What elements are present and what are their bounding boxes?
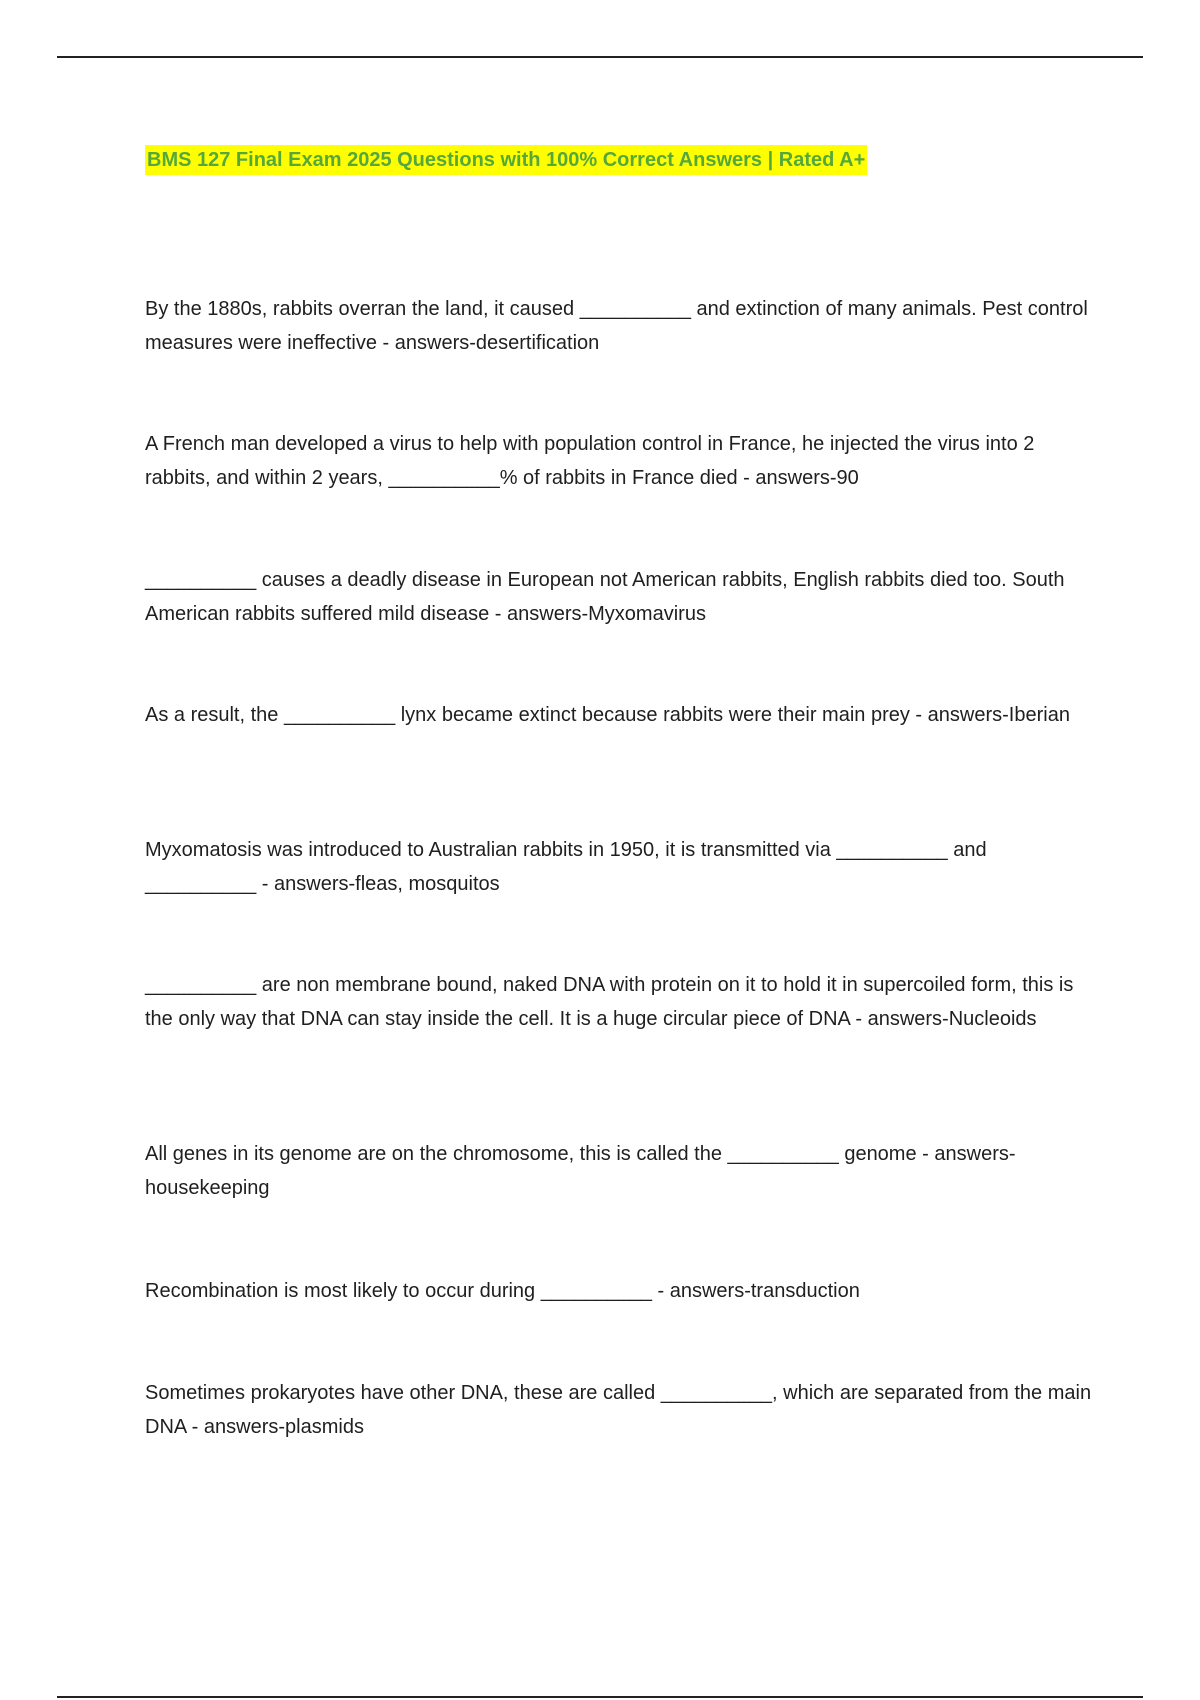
question-item [145, 698, 1095, 732]
question-item [145, 1376, 1095, 1444]
page-bottom-rule [57, 1696, 1143, 1698]
question-text: By the 1880s, rabbits overran the land, it caused __________ and extinction of many animals. Pest control measures were ineffective - [145, 298, 1088, 354]
answer-text: answers-plasmids [203, 1416, 364, 1438]
answer-text: answers-Myxomavirus [507, 603, 706, 625]
question-item [145, 292, 1095, 360]
answer-text: answers-Nucleoids [867, 1008, 1037, 1030]
question-item [145, 833, 1095, 901]
answer-text: answers-90 [755, 467, 859, 489]
question-text: Sometimes prokaryotes have other DNA, these are called __________, which are separated from the main DNA - [145, 1382, 1092, 1438]
answer-text: answers-housekeeping [145, 1143, 1016, 1199]
question-text: Recombination is most likely to occur during __________ - [145, 1280, 670, 1302]
question-item [145, 427, 1095, 495]
question-text: Myxomatosis was introduced to Australian rabbits in 1950, it is transmitted via __________ and __________ - [145, 839, 987, 895]
question-item [145, 1274, 1095, 1308]
question-text: A French man developed a virus to help with population control in France, he injected the virus into 2 rabbits, and within 2 years, __________% of rabbits in France died - [145, 433, 1035, 489]
answer-text: answers-transduction [669, 1280, 860, 1302]
question-text: As a result, the __________ lynx became extinct because rabbits were their main prey - [145, 704, 928, 726]
question-item [145, 968, 1095, 1036]
question-text: __________ causes a deadly disease in European not American rabbits, English rabbits died too. South American rabbits suffered mild disease - [145, 569, 1065, 625]
question-item [145, 563, 1095, 631]
answer-text: answers-fleas, mosquitos [274, 873, 500, 895]
question-text: All genes in its genome are on the chromosome, this is called the __________ genome - [145, 1143, 935, 1165]
answer-text: answers-desertification [394, 332, 600, 354]
answer-text: answers-Iberian [927, 704, 1070, 726]
question-text: __________ are non membrane bound, naked DNA with protein on it to hold it in supercoiled form, this is the only way that DNA can stay inside the cell. It is a huge circular piece of DNA - [145, 974, 1074, 1030]
document-title: BMS 127 Final Exam 2025 Questions with 100% Correct Answers | Rated A+ [145, 145, 867, 175]
page-top-rule [57, 56, 1143, 58]
question-item [145, 1137, 1095, 1205]
